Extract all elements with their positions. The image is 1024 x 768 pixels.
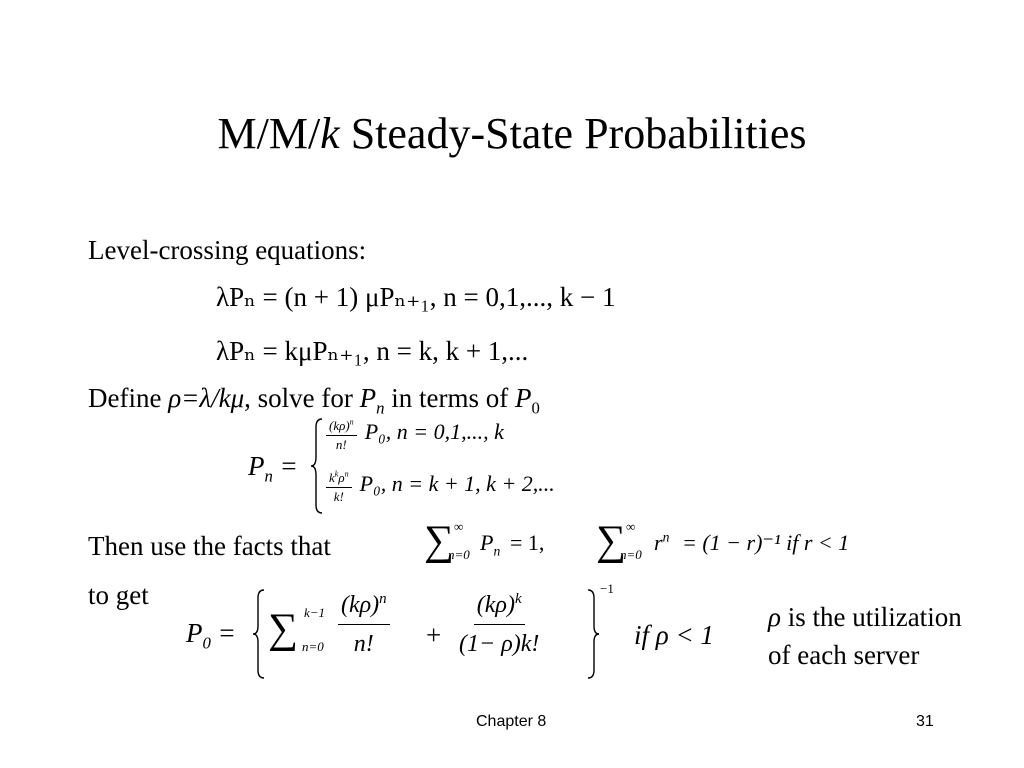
then-use-label: Then use the facts that <box>88 531 331 561</box>
define-p0: P <box>514 383 532 413</box>
note-rho: ρ <box>768 602 781 632</box>
pn-case-1-condition: P₀, n = 0,1,..., k <box>364 419 504 445</box>
define-line <box>88 381 540 418</box>
define-rho-eq: ρ=λ/kμ <box>168 383 245 413</box>
define-p: P <box>359 383 377 413</box>
to-get-label: to get <box>88 580 149 610</box>
title-k: k <box>320 109 340 158</box>
fact-2-text: = (1 − r)⁻¹ if r < 1 <box>682 530 850 555</box>
define-middle: , solve for <box>244 383 360 413</box>
define-p-sub: n <box>376 398 385 418</box>
pn-case-2 <box>326 471 555 504</box>
sum-2-icon: ∑ <box>596 518 626 564</box>
p0-formula: $P_0$ = ∑ k−1 n=0 $\frac{(k\rho)^n}{n!}$ + $\frac{(k\rho)^k}{(1- \rho)k!}$ −1 if ρ < 1 <box>186 582 746 680</box>
utilization-note <box>768 598 962 674</box>
sum-1-icon: ∑ <box>424 518 454 564</box>
pn-lhs: $P_n$ = <box>248 451 298 486</box>
pn-case-2-fraction: $\frac{k^k\rho^n}{k!}$ <box>326 471 352 504</box>
note-line-1: is the utilization <box>780 602 962 632</box>
p0-left-brace-icon <box>252 588 266 680</box>
define-p0-sub: 0 <box>531 398 540 418</box>
p0-lhs: $P_0$ = <box>186 618 236 653</box>
slide-title <box>0 106 1024 162</box>
define-terms: in terms of <box>384 383 515 413</box>
equation-level-crossing-1 <box>216 280 616 314</box>
pn-case-1-fraction: $\frac{(k\rho)^n}{n!}$ <box>326 419 357 452</box>
footer-chapter: Chapter 8 <box>476 713 547 730</box>
title-suffix: Steady-State Probabilities <box>339 109 807 158</box>
equation-2-text: λPₙ = kμPₙ₊₁, n = k, k + 1,... <box>216 336 529 366</box>
define-prefix: Define <box>88 383 169 413</box>
level-crossing-label: Level-crossing equations: <box>88 235 367 265</box>
left-brace-icon <box>310 417 324 515</box>
footer-page-number: 31 <box>916 713 934 730</box>
fact-1-text: = 1, <box>510 530 545 555</box>
pn-case-2-condition: P₀, n = k + 1, k + 2,... <box>359 471 555 497</box>
pn-case-1 <box>326 419 504 452</box>
equation-level-crossing-2 <box>216 334 528 368</box>
equation-1-text: λPₙ = (n + 1) μPₙ₊₁, n = 0,1,..., k − 1 <box>216 282 616 312</box>
p0-fraction-2: $\frac{(k\rho)^k}{(1- \rho)k!}$ <box>456 588 542 661</box>
p0-right-brace-icon <box>586 588 600 680</box>
note-line-2: of each server <box>768 640 920 670</box>
pn-piecewise-formula <box>248 415 648 517</box>
title-prefix: M/M/ <box>217 109 321 158</box>
p0-sum-icon: ∑ <box>268 606 298 652</box>
p0-fraction-1: $\frac{(k\rho)^n}{n!}$ <box>338 588 390 661</box>
p0-condition: if ρ < 1 <box>634 620 714 650</box>
